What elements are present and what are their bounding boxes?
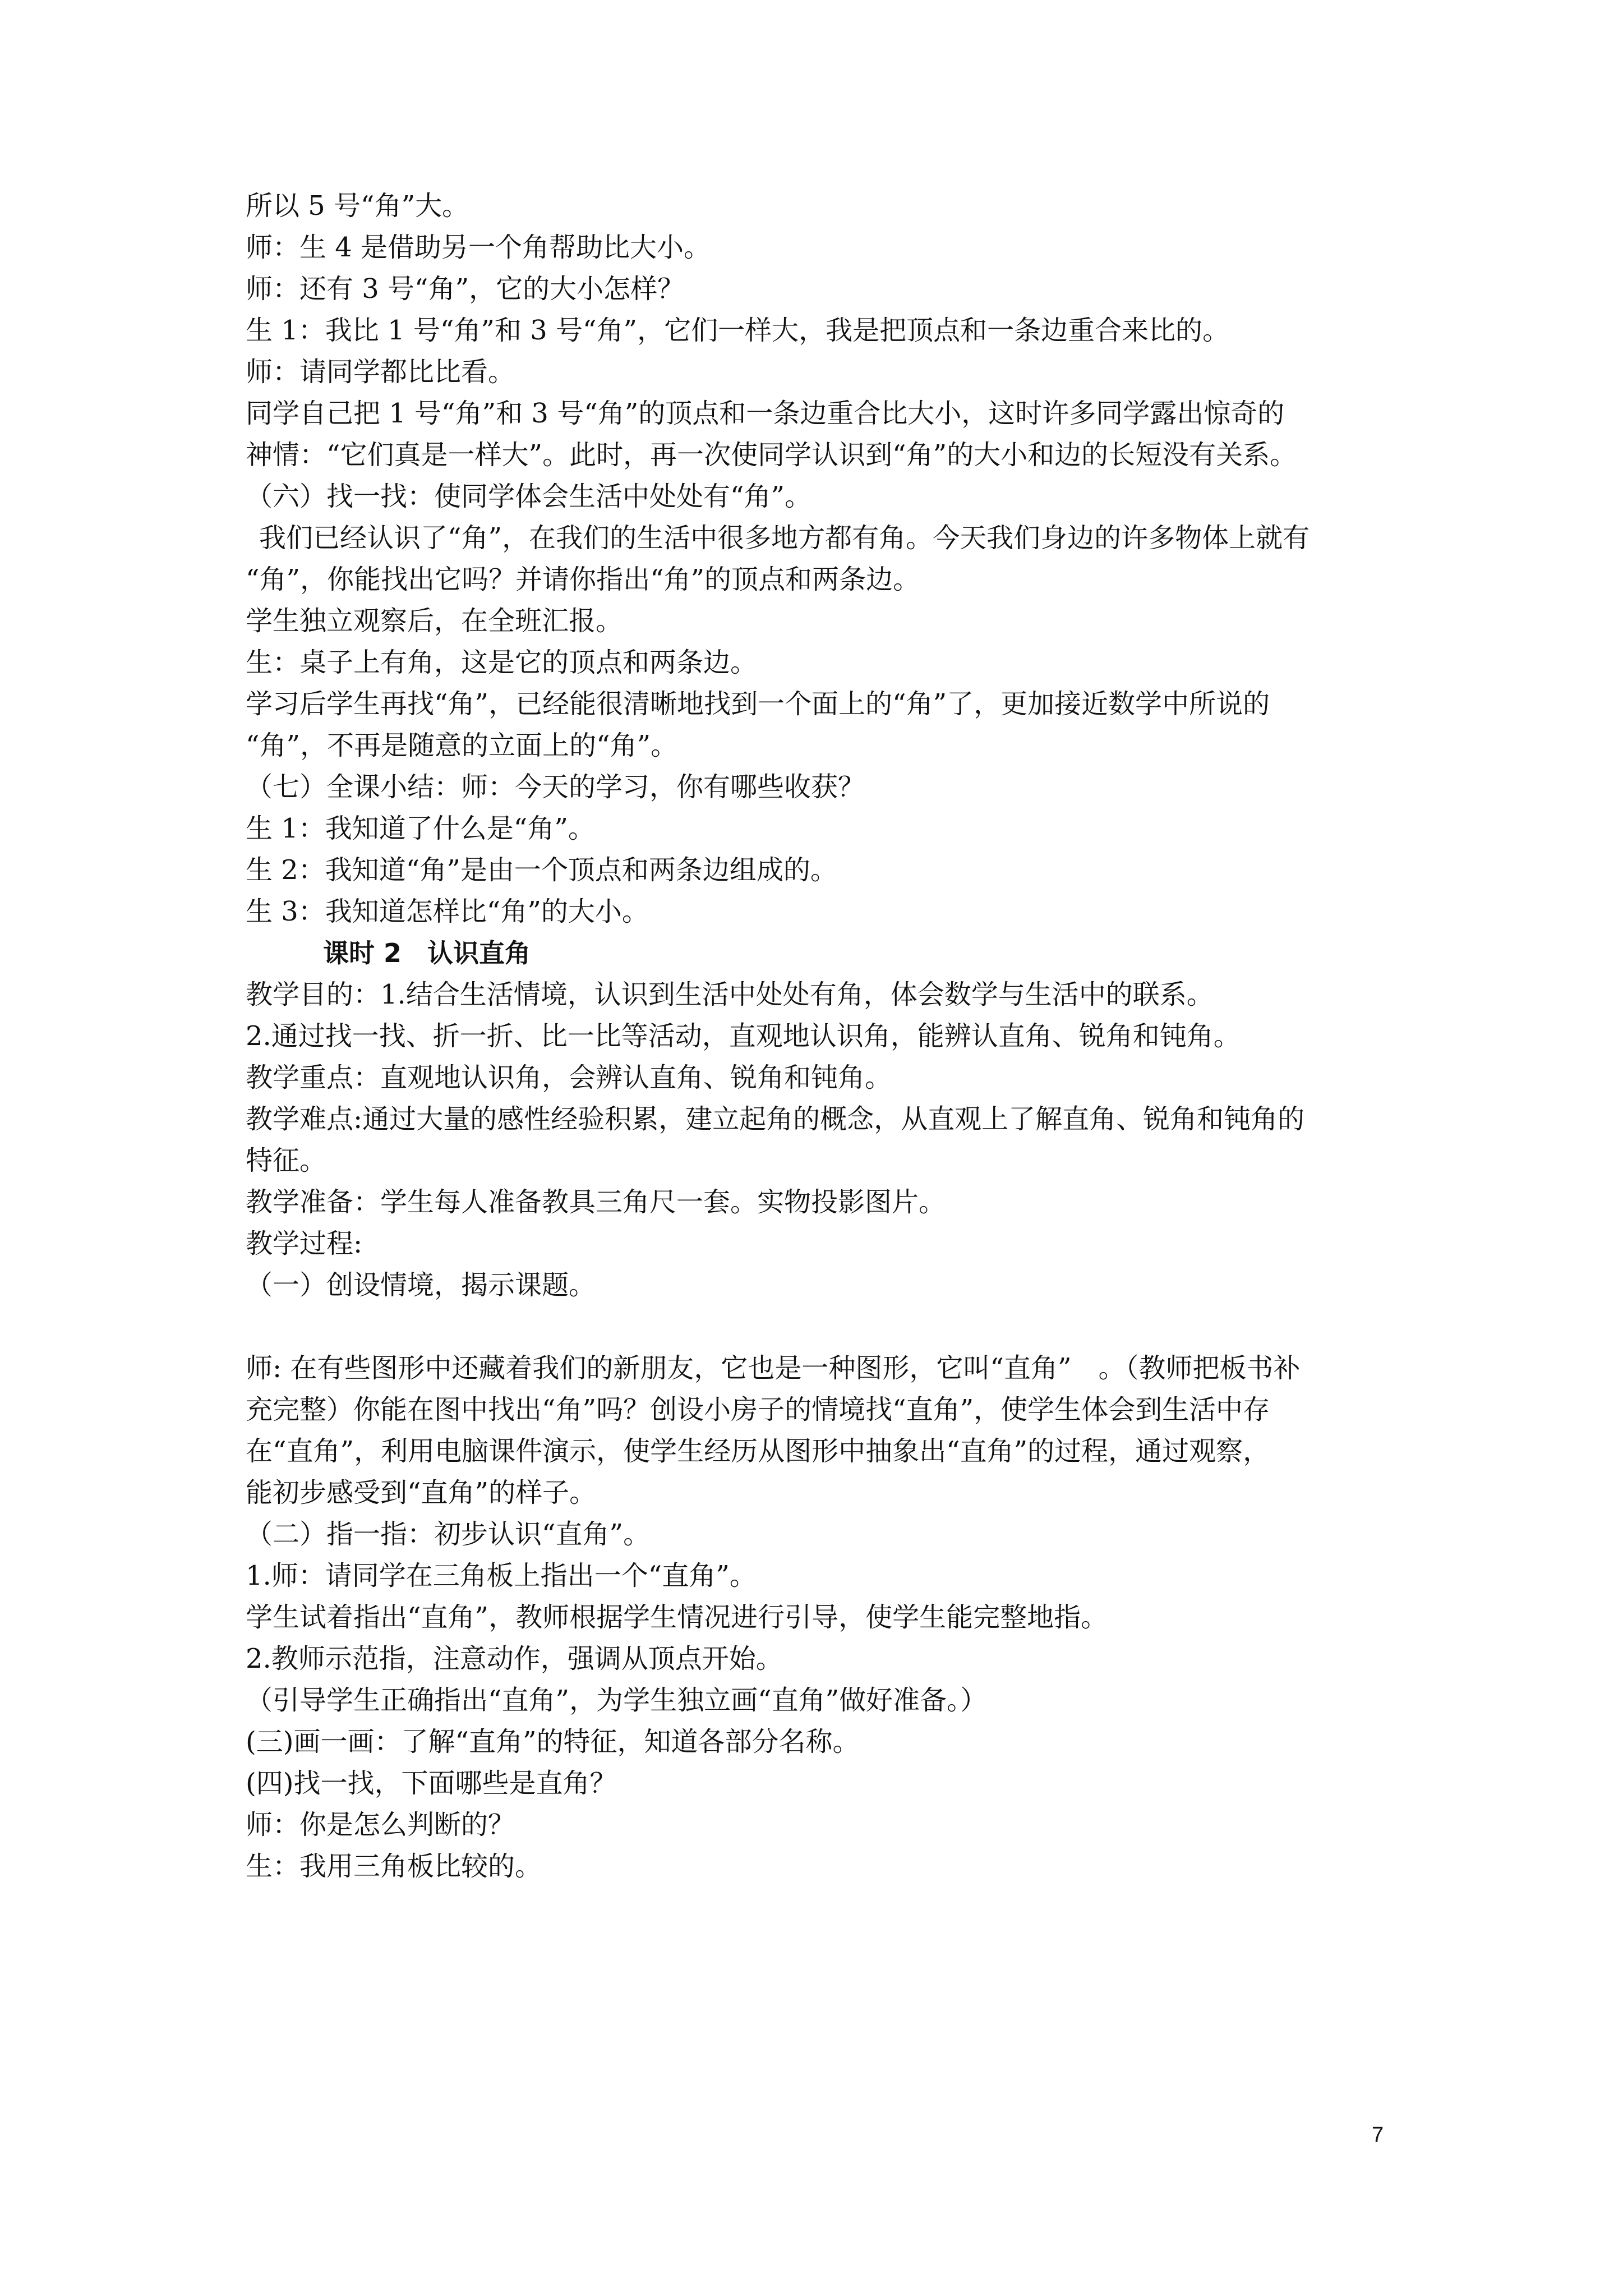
section-heading: (三)画一画：了解“直角”的特征，知道各部分名称。 (246, 1726, 860, 1757)
text-line: “角”，不再是随意的立面上的“角”。 (246, 730, 678, 761)
text-line: 1.师：请同学在三角板上指出一个“直角”。 (246, 1560, 757, 1591)
text-line: 师: 在有些图形中还藏着我们的新朋友，它也是一种图形，它叫“直角” 。（教师把板书补 (246, 1352, 1301, 1384)
text-line: 同学自己把 1 号“角”和 3 号“角”的顶点和一条边重合比大小，这时许多同学露出惊奇的 (246, 398, 1285, 429)
text-line: 生 1：我比 1 号“角”和 3 号“角”，它们一样大，我是把顶点和一条边重合来比的。 (246, 315, 1230, 346)
text-line: 充完整）你能在图中找出“角”吗？创设小房子的情境找“直角”，使学生体会到生活中存 (246, 1394, 1270, 1425)
section-heading: （一）创设情境，揭示课题。 (246, 1269, 596, 1301)
text-line: 生：桌子上有角，这是它的顶点和两条边。 (246, 647, 758, 678)
text-line: 所以 5 号“角”大。 (246, 190, 469, 222)
text-line: 教学准备：学生每人准备教具三角尺一套。实物投影图片。 (246, 1186, 946, 1218)
text-line: 生：我用三角板比较的。 (246, 1851, 542, 1882)
section-heading: （六）找一找：使同学体会生活中处处有“角”。 (246, 481, 812, 512)
section-heading: (四)找一找，下面哪些是直角？ (246, 1768, 617, 1799)
text-line: 学生试着指出“直角”，教师根据学生情况进行引导，使学生能完整地指。 (246, 1602, 1108, 1633)
text-line: “角”，你能找出它吗？并请你指出“角”的顶点和两条边。 (246, 564, 920, 595)
text-line: 在“直角”，利用电脑课件演示，使学生经历从图形中抽象出“直角”的过程，通过观察， (246, 1435, 1270, 1467)
section-heading: （二）指一指：初步认识“直角”。 (246, 1519, 651, 1550)
text-line: 学习后学生再找“角”，已经能很清晰地找到一个面上的“角”了，更加接近数学中所说的 (246, 688, 1270, 720)
page-content (246, 185, 1395, 1887)
blank-line (246, 1306, 1395, 1347)
text-line: 师：你是怎么判断的？ (246, 1809, 515, 1841)
text-line: 生 2：我知道“角”是由一个顶点和两条边组成的。 (246, 854, 837, 886)
text-line: 师：生 4 是借助另一个角帮助比大小。 (246, 232, 711, 263)
text-line: （引导学生正确指出“直角”，为学生独立画“直角”做好准备。） (246, 1685, 988, 1716)
text-line: 2.教师示范指，注意动作，强调从顶点开始。 (246, 1643, 783, 1674)
text-line: 生 3：我知道怎样比“角”的大小。 (246, 896, 649, 927)
text-line: 生 1：我知道了什么是“角”。 (246, 813, 595, 844)
text-line: 2.通过找一找、折一折、比一比等活动，直观地认识角，能辨认直角、锐角和钝角。 (246, 1020, 1241, 1052)
text-line: 教学重点：直观地认识角，会辨认直角、锐角和钝角。 (246, 1062, 892, 1093)
text-line: 能初步感受到“直角”的样子。 (246, 1477, 597, 1508)
lesson-title: 课时 2 认识直角 (323, 938, 531, 968)
text-line: 特征。 (246, 1145, 327, 1176)
page-number: 7 (1372, 2123, 1384, 2147)
text-line: 学生独立观察后，在全班汇报。 (246, 605, 623, 637)
section-heading: （七）全课小结：师：今天的学习，你有哪些收获？ (246, 771, 865, 803)
text-line: 教学难点:通过大量的感性经验积累，建立起角的概念，从直观上了解直角、锐角和钝角的 (246, 1103, 1305, 1135)
text-line: 神情：“它们真是一样大”。此时，再一次使同学认识到“角”的大小和边的长短没有关系。 (246, 439, 1297, 471)
text-line: 教学目的：1.结合生活情境，认识到生活中处处有角，体会数学与生活中的联系。 (246, 979, 1214, 1010)
text-line: 师：请同学都比比看。 (246, 356, 515, 388)
text-line: 教学过程: (246, 1228, 363, 1259)
text-line: 师：还有 3 号“角”，它的大小怎样？ (246, 273, 685, 305)
text-line: 我们已经认识了“角”，在我们的生活中很多地方都有角。今天我们身边的许多物体上就有 (259, 522, 1310, 554)
